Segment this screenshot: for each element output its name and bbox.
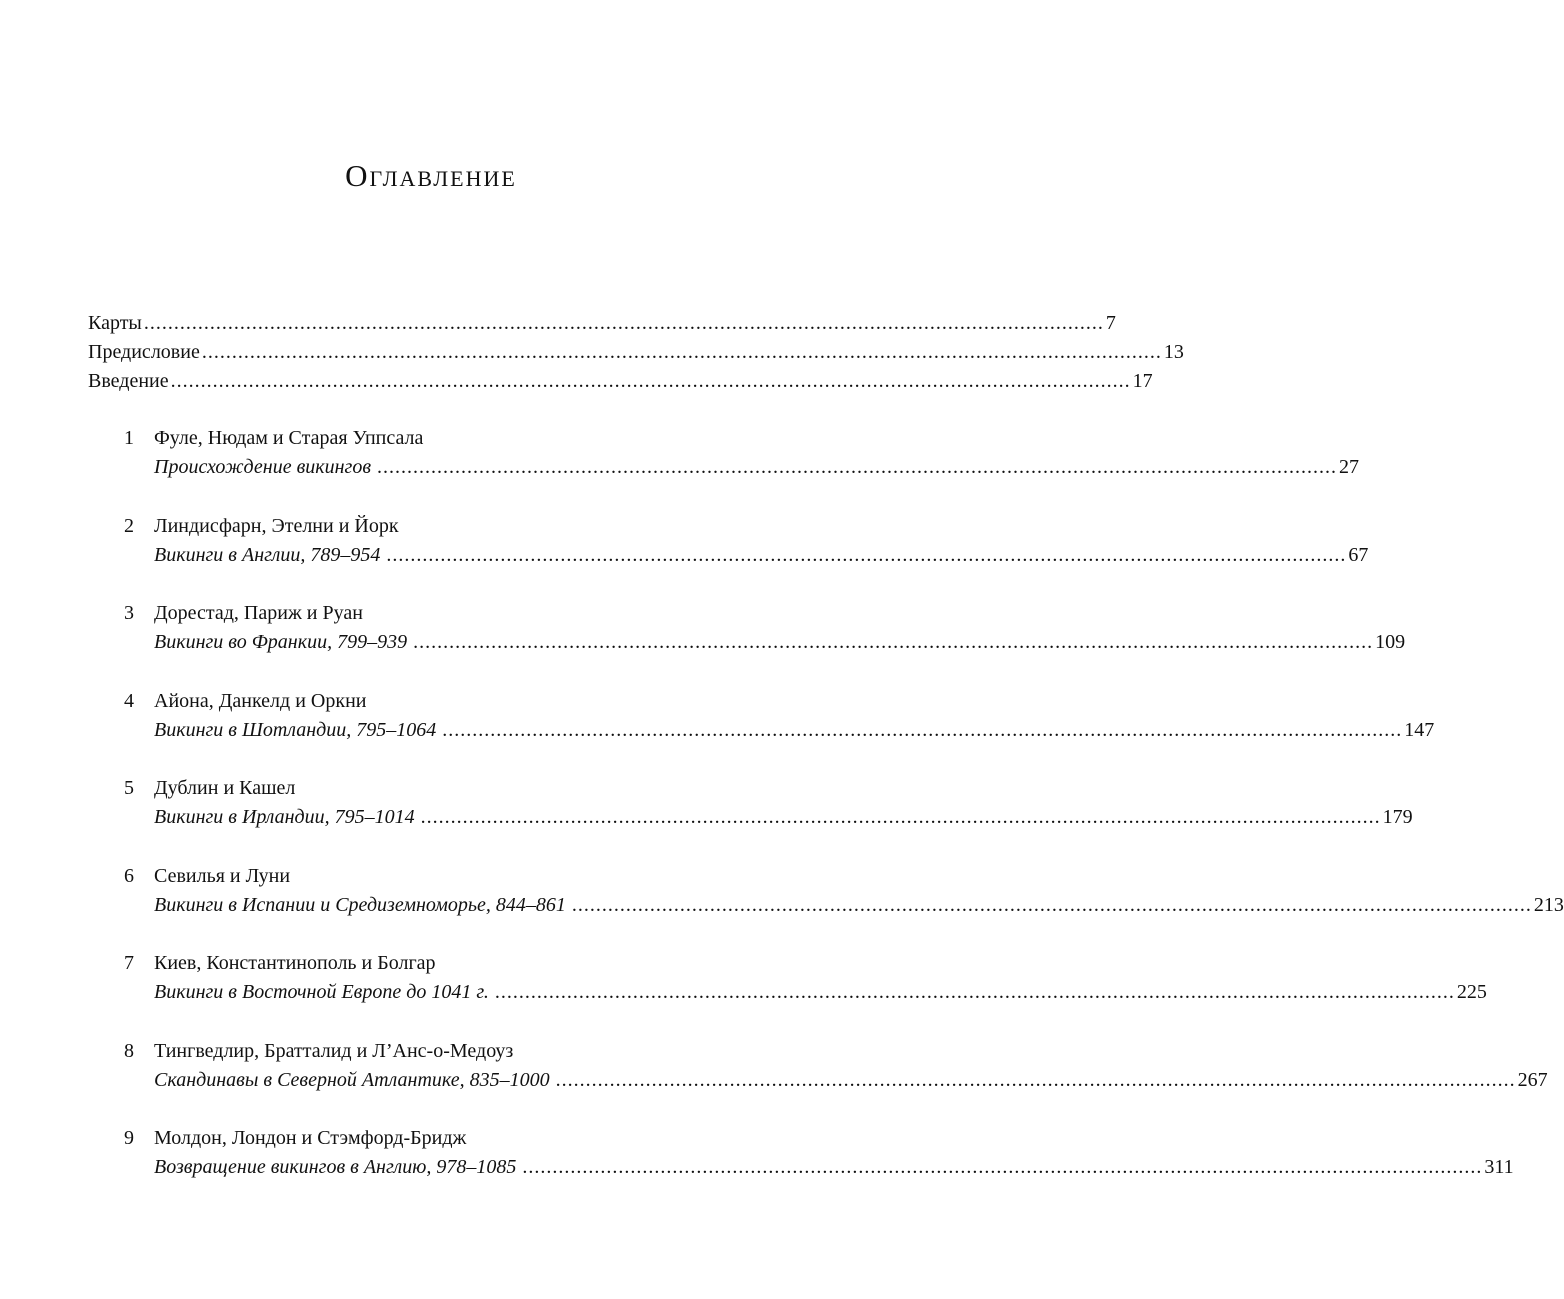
chapter-page: 213: [1533, 893, 1564, 916]
dot-leader: ................................................................................................................................................................: [201, 341, 1162, 363]
toc-entry-label: Предисловие: [88, 341, 200, 363]
chapter-entry-1: [124, 424, 1360, 512]
chapter-page: 147: [1404, 718, 1435, 741]
dot-leader: ................................................................................................................................................................: [413, 631, 1374, 653]
chapter-subtitle: Происхождение викингов: [154, 456, 372, 478]
dot-leader: ................................................................................................................................................................: [442, 718, 1403, 741]
toc-entry-page: 17: [1132, 370, 1153, 392]
toc-entry-introduction: [88, 367, 1153, 396]
chapter-page: 267: [1517, 1068, 1548, 1091]
chapter-page: 179: [1382, 806, 1413, 828]
chapter-subtitle: Викинги в Ирландии, 795–1014: [154, 806, 415, 828]
page-title: Оглавление: [345, 158, 517, 193]
toc-entry-page: 13: [1163, 341, 1184, 363]
chapter-number: 4: [124, 689, 134, 712]
dot-leader: ................................................................................................................................................................: [494, 981, 1455, 1003]
chapter-number: 3: [124, 602, 134, 624]
chapter-entry-9: [124, 1124, 1514, 1212]
front-matter-list: [88, 309, 1184, 396]
chapter-entry-5: [124, 774, 1413, 862]
chapter-entry-6: [124, 862, 1564, 950]
chapter-entry-3: [124, 599, 1406, 687]
toc-entry-label: Введение: [88, 370, 169, 392]
chapter-subtitle: Викинги в Англии, 789–954: [154, 543, 381, 566]
chapter-number: 1: [124, 427, 134, 449]
chapter-entry-8: [124, 1037, 1548, 1125]
chapter-subtitle: Викинги в Восточной Европе до 1041 г.: [154, 981, 489, 1003]
chapter-title: Молдон, Лондон и Стэмфорд-Бридж: [154, 1127, 467, 1149]
dot-leader: ................................................................................................................................................................: [522, 1156, 1483, 1178]
chapter-title: Дублин и Кашел: [154, 777, 296, 799]
chapter-page: 311: [1484, 1156, 1514, 1178]
dot-leader: ................................................................................................................................................................: [420, 806, 1381, 828]
chapter-title: Дорестад, Париж и Руан: [154, 602, 363, 624]
chapter-title: Айона, Данкелд и Оркни: [154, 689, 367, 712]
chapter-entry-2: [124, 512, 1369, 600]
chapter-subtitle: Возвращение викингов в Англию, 978–1085: [154, 1156, 517, 1178]
chapter-title: Киев, Константинополь и Болгар: [154, 952, 436, 974]
chapter-subtitle: Викинги в Шотландии, 795–1064: [154, 718, 437, 741]
chapter-title: Севилья и Луни: [154, 864, 291, 887]
dot-leader: ................................................................................................................................................................: [170, 370, 1131, 392]
chapter-number: 7: [124, 952, 134, 974]
chapter-page: 67: [1348, 543, 1369, 566]
toc-entry-label: Карты: [88, 312, 142, 334]
chapter-number: 8: [124, 1039, 134, 1062]
chapter-title: Тингведлир, Братталид и Л’Анс-о-Медоуз: [154, 1039, 514, 1062]
chapter-title: Линдисфарн, Этелни и Йорк: [154, 514, 399, 537]
toc-entry-page: 7: [1105, 312, 1116, 334]
chapter-page: 225: [1456, 981, 1487, 1003]
chapter-subtitle: Викинги во Франкии, 799–939: [154, 631, 408, 653]
dot-leader: ................................................................................................................................................................: [555, 1068, 1516, 1091]
chapter-page: 109: [1375, 631, 1406, 653]
chapter-entry-7: [124, 949, 1487, 1037]
dot-leader: ................................................................................................................................................................: [386, 543, 1347, 566]
dot-leader: ................................................................................................................................................................: [143, 312, 1104, 334]
chapter-number: 9: [124, 1127, 134, 1149]
chapter-page: 27: [1339, 456, 1360, 478]
chapter-title: Фуле, Нюдам и Старая Уппсала: [154, 427, 424, 449]
dot-leader: ................................................................................................................................................................: [377, 456, 1338, 478]
chapter-subtitle: Скандинавы в Северной Атлантике, 835–1000: [154, 1068, 550, 1091]
chapter-number: 2: [124, 514, 134, 537]
dot-leader: ................................................................................................................................................................: [571, 893, 1532, 916]
chapter-number: 6: [124, 864, 134, 887]
chapter-list: [124, 424, 1564, 1212]
chapter-entry-4: [124, 687, 1435, 775]
toc-entry-preface: [88, 338, 1184, 367]
chapter-number: 5: [124, 777, 134, 799]
chapter-subtitle: Викинги в Испании и Средиземноморье, 844–861: [154, 893, 566, 916]
toc-entry-maps: [88, 309, 1116, 338]
